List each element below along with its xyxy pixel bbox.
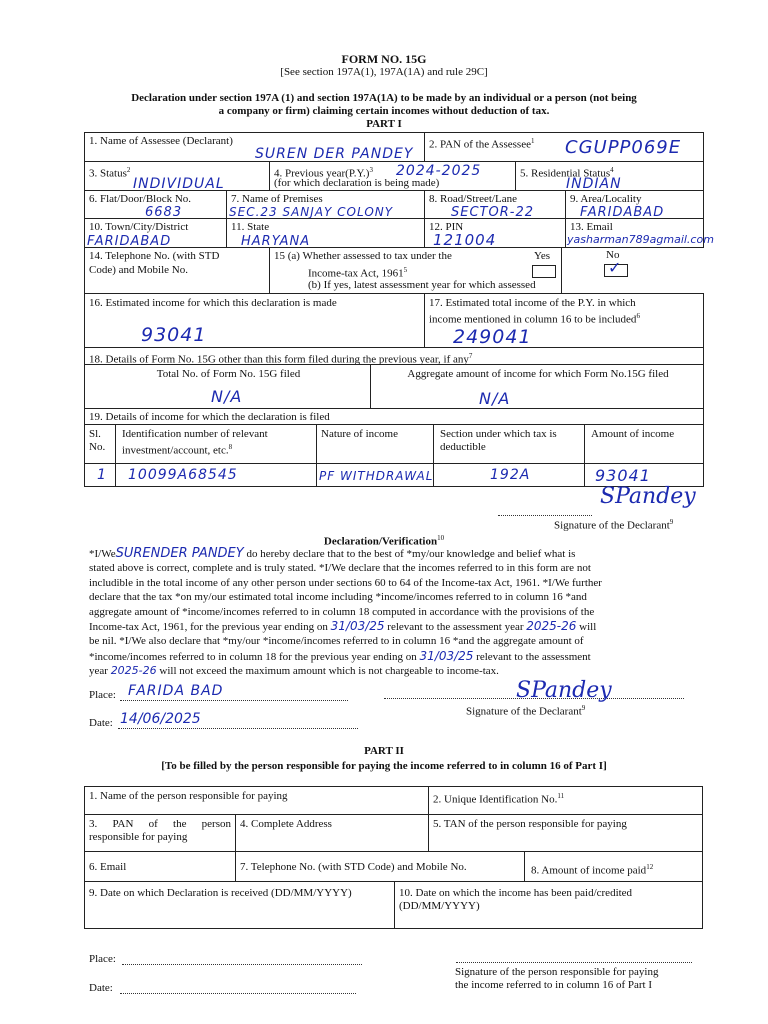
declarant-signature-1: SPandey <box>600 484 696 509</box>
field-17-label-1: 17. Estimated total income of the P.Y. in which <box>429 297 636 309</box>
p2-field-10-cell[interactable] <box>394 881 703 929</box>
p2-field-2-label: 2. Unique Identification No.$^{11}$ <box>433 792 565 806</box>
town-value: FARIDABAD <box>87 234 172 249</box>
signature-label-2: Signature of the Declarant$^9$ <box>466 704 586 718</box>
estimated-income-value: 93041 <box>141 324 207 346</box>
field-18-aggregate-value: N/A <box>479 389 511 408</box>
p2-field-9-label: 9. Date on which Declaration is received (DD/MM/YYYY) <box>89 887 352 899</box>
field-2-label: 2. PAN of the Assessee$^1$ <box>429 137 535 151</box>
field-17-label-2: income mentioned in column 16 to be included$^6$ <box>429 312 640 326</box>
field-13-label: 13. Email <box>570 221 613 233</box>
field-8-label: 8. Road/Street/Lane <box>429 193 517 205</box>
field-4-note: (for which declaration is being made) <box>274 177 440 189</box>
part2-subtitle: [To be filled by the person responsible for paying the income referred to in column 16 of Part I] <box>161 760 607 772</box>
p2-signature-label-1: Signature of the person responsible for paying <box>455 966 659 978</box>
signature-label-1: Signature of the Declarant$^9$ <box>554 518 674 532</box>
pin-value: 121004 <box>433 231 497 249</box>
area-value: FARIDABAD <box>580 205 665 220</box>
field-14-label-1: 14. Telephone No. (with STD <box>89 250 220 262</box>
yes-label: Yes <box>534 250 551 262</box>
field-1-label: 1. Name of Assessee (Declarant) <box>89 135 233 147</box>
field-18-col2[interactable] <box>370 364 704 409</box>
flat-no-value: 6683 <box>145 205 183 220</box>
p2-field-3-label: 3. PAN of the person responsible for paying <box>89 818 231 843</box>
declaration-line-6: Income-tax Act, 1961, for the previous year ending on 31/03/25 relevant to the assessment year 2025-26 will <box>89 619 597 634</box>
declaration-line-3: includible in the total income of any other person under sections 60 to 64 of the Income-tax Act, 1961. *I/We further <box>89 576 602 589</box>
p2-field-3-cell[interactable] <box>84 814 236 852</box>
p2-field-4-cell[interactable] <box>235 814 429 852</box>
form-reference: [See section 197A(1), 197A(1A) and rule 29C] <box>280 66 488 78</box>
field-6-label: 6. Flat/Door/Block No. <box>89 193 192 205</box>
field-3-label: 3. Status$^2$ <box>89 166 131 180</box>
f19-sl-cell[interactable] <box>84 463 116 487</box>
declaration-title-line1: Declaration under section 197A (1) and section 197A(1A) to be made by an individual or a person (not being <box>131 92 637 104</box>
declaration-line-9: year 2025-26 will not exceed the maximum amount which is not chargeable to income-tax. <box>89 664 499 678</box>
field-19-label: 19. Details of income for which the declaration is filed <box>89 411 330 423</box>
f19-nature-header: Nature of income <box>321 428 398 440</box>
part1-title: PART I <box>366 118 402 130</box>
email-value: yasharman789agmail.com <box>567 233 714 246</box>
declaration-body <box>89 547 699 679</box>
field-15-cell <box>269 247 562 294</box>
field-9-label: 9. Area/Locality <box>570 193 642 205</box>
place-label: Place: <box>89 689 116 701</box>
declaration-title: Declaration/Verification$^{10}$ <box>323 534 445 548</box>
field-11-cell[interactable] <box>226 218 425 248</box>
p2-date-label: Date: <box>89 982 113 994</box>
f19-id-cell[interactable] <box>115 463 317 487</box>
field-14-label-2: Code) and Mobile No. <box>89 264 188 276</box>
f19-sl-header: Sl. No. <box>89 428 106 453</box>
p2-place-line[interactable] <box>122 954 362 965</box>
assessee-name: SUREN DER PANDEY <box>255 146 414 162</box>
declaration-line-1: *I/WeSURENDER PANDEY do hereby declare that to the best of *my/our knowledge and belief what is <box>89 546 576 561</box>
py-end-date-1: 31/03/25 <box>330 619 385 634</box>
p2-date-line[interactable] <box>120 983 356 994</box>
field-7-cell[interactable] <box>226 190 425 219</box>
declaration-line-2: stated above is correct, complete and is truly stated. *I/We declare that the incomes referred to in this form are not <box>89 562 591 575</box>
f19-amount-header-cell <box>584 424 704 464</box>
p2-field-5-cell[interactable] <box>428 814 703 852</box>
p2-field-7-label: 7. Telephone No. (with STD Code) and Mobile No. <box>240 861 467 873</box>
field-2-cell[interactable] <box>424 132 704 162</box>
no-label: No <box>606 249 620 261</box>
date-value: 14/06/2025 <box>120 711 201 727</box>
f19-section-cell[interactable] <box>433 463 585 487</box>
f19-sl-header-cell <box>84 424 116 464</box>
p2-signature-line <box>456 952 692 963</box>
p2-field-1-cell[interactable] <box>84 786 429 815</box>
field-9-cell[interactable] <box>565 190 704 219</box>
p2-place-label: Place: <box>89 953 116 965</box>
f19-nature-cell[interactable] <box>316 463 434 487</box>
field-12-cell[interactable] <box>424 218 566 248</box>
p2-field-4-label: 4. Complete Address <box>240 818 332 830</box>
residential-status-value: INDIAN <box>566 176 622 192</box>
field-15b-label: (b) If yes, latest assessment year for which assessed <box>308 279 536 291</box>
p2-field-1-label: 1. Name of the person responsible for paying <box>89 790 288 802</box>
p2-field-5-label: 5. TAN of the person responsible for paying <box>433 818 627 830</box>
f19-amount-value: 93041 <box>595 466 651 485</box>
p2-field-2-cell[interactable] <box>428 786 703 815</box>
declarant-name: SURENDER PANDEY <box>115 546 244 561</box>
f19-id-value: 10099A68545 <box>128 467 238 483</box>
form-title: FORM NO. 15G <box>341 52 427 66</box>
status-value: INDIVIDUAL <box>133 176 225 192</box>
signature-line-1 <box>498 504 592 516</box>
p2-field-8-cell[interactable] <box>524 851 703 882</box>
field-4-cell[interactable] <box>269 161 516 191</box>
field-15a-label-2: Income-tax Act, 1961$^5$ <box>308 266 408 280</box>
part2-title: PART II <box>364 745 404 757</box>
p2-field-9-cell[interactable] <box>84 881 395 929</box>
field-7-label: 7. Name of Premises <box>231 193 323 205</box>
field-5-label: 5. Residential Status$^4$ <box>520 166 614 180</box>
field-16-cell[interactable] <box>84 293 425 348</box>
field-18-col1-header: Total No. of Form No. 15G filed <box>156 368 301 380</box>
field-1-cell[interactable] <box>84 132 425 162</box>
field-8-cell[interactable] <box>424 190 566 219</box>
py-end-date-2: 31/03/25 <box>419 648 474 663</box>
assessment-year-1: 2025-26 <box>526 619 577 634</box>
field-12-label: 12. PIN <box>429 221 464 233</box>
field-11-label: 11. State <box>231 221 270 233</box>
declaration-line-5: aggregate amount of *income/incomes referred to in column 18 computed in accordance with the provisions of the <box>89 605 595 618</box>
f19-nature-value: PF WITHDRAWAL <box>319 469 434 483</box>
field-16-label: 16. Estimated income for which this declaration is made <box>89 297 337 309</box>
pan-value: CGUPP069E <box>565 137 682 158</box>
no-checkmark: ✓ <box>608 258 623 277</box>
p2-field-10-label: 10. Date on which the income has been paid/credited (DD/MM/YYYY) <box>399 887 633 912</box>
declaration-line-7: be nil. *I/We also declare that *my/our *income/incomes referred to in column 16 *and the aggregate amount of <box>89 635 584 648</box>
field-18-total-value: N/A <box>211 387 243 406</box>
field-4-label: 4. Previous $year(P.Y.)^3$ <box>274 166 373 180</box>
premises-value: SEC.23 SANJAY COLONY <box>229 205 394 219</box>
f19-id-header-cell <box>115 424 317 464</box>
f19-id-header: Identification number of relevant investment/account, etc.$^8$ <box>122 428 268 457</box>
f19-section-value: 192A <box>490 467 531 483</box>
field-19-cell <box>84 408 704 425</box>
field-14-cell[interactable] <box>84 247 270 294</box>
f19-amount-header: Amount of income <box>591 428 675 440</box>
road-value: SECTOR-22 <box>451 205 534 220</box>
field-5-cell[interactable] <box>515 161 704 191</box>
total-income-value: 249041 <box>453 326 532 348</box>
state-value: HARYANA <box>241 234 311 249</box>
yes-checkbox[interactable] <box>532 265 556 278</box>
field-18-col1[interactable] <box>84 364 371 409</box>
declarant-signature-2: SPandey <box>516 678 612 703</box>
f19-section-header: Section under which tax is deductible <box>440 428 557 453</box>
p2-field-8-label: 8. Amount of income paid$^{12}$ <box>531 863 654 877</box>
field-6-cell[interactable] <box>84 190 227 219</box>
field-3-cell[interactable] <box>84 161 270 191</box>
declaration-line-8: *income/incomes referred to in column 18 for the previous year ending on 31/03/25 relevant to the assessment <box>89 648 591 663</box>
field-10-label: 10. Town/City/District <box>89 221 189 233</box>
field-18-cell <box>84 347 704 365</box>
declaration-title-line2: a company or firm) claiming certain incomes without deduction of tax. <box>218 105 550 117</box>
field-10-cell[interactable] <box>84 218 227 248</box>
field-18-col2-header: Aggregate amount of income for which Form No.15G filed <box>407 368 669 380</box>
previous-year-value: 2024-2025 <box>396 163 482 179</box>
date-label: Date: <box>89 717 113 729</box>
p2-field-6-label: 6. Email <box>89 861 127 873</box>
field-17-cell[interactable] <box>424 293 704 348</box>
field-18-label: 18. Details of Form No. 15G other than this form filed during the previous year, if any$^7$ <box>89 352 473 366</box>
p2-field-6-cell[interactable] <box>84 851 236 882</box>
assessment-year-2: 2025-26 <box>110 664 157 678</box>
f19-sl-value: 1 <box>97 467 107 483</box>
declaration-line-4: declare that the tax *on my/our estimated total income including *income/incomes referred to in column 16 *and <box>89 591 587 604</box>
p2-field-7-cell[interactable] <box>235 851 525 882</box>
f19-section-header-cell <box>433 424 585 464</box>
p2-signature-label-2: the income referred to in column 16 of Part I <box>455 979 653 991</box>
field-15a-label-1: 15 (a) Whether assessed to tax under the <box>274 250 452 262</box>
f19-nature-header-cell <box>316 424 434 464</box>
place-value: FARIDA BAD <box>128 683 224 699</box>
